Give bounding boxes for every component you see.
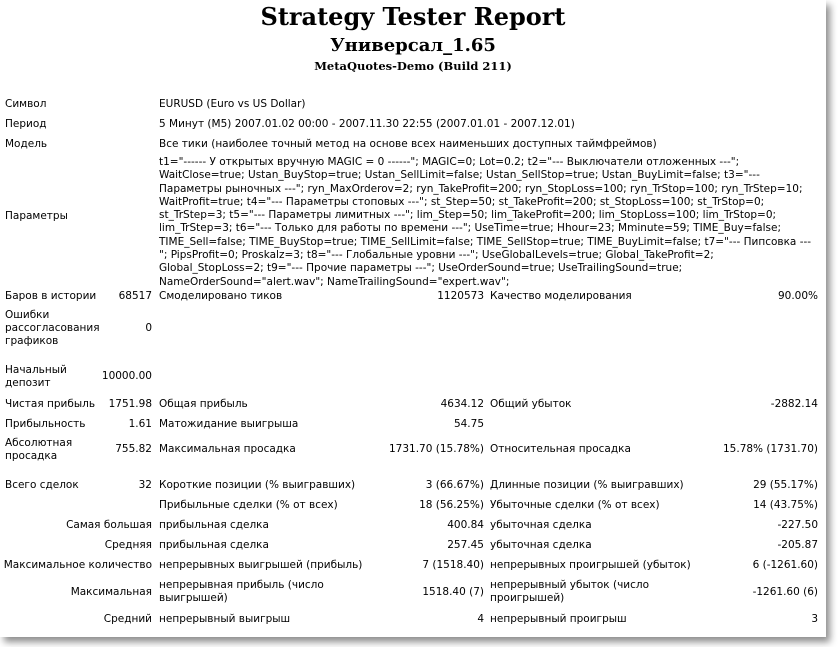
net-profit-value: 1751.98 xyxy=(108,398,152,410)
rel-drawdown-value: 15.78% (1731.70) xyxy=(723,443,818,455)
profit-trades-label: Прибыльные сделки (% от всех) xyxy=(159,499,338,511)
largest-profit-value: 400.84 xyxy=(447,519,484,531)
average-profit-value: 257.45 xyxy=(447,539,484,551)
max-drawdown-label: Максимальная просадка xyxy=(159,443,296,455)
expected-payoff-value: 54.75 xyxy=(453,418,484,430)
maximal-label: Максимальная xyxy=(70,586,152,598)
gross-profit-label: Общая прибыль xyxy=(159,398,248,410)
params-label: Параметры xyxy=(5,210,68,222)
expected-payoff-label: Матожидание выигрыша xyxy=(159,418,299,430)
max-consec-losses-label: непрерывных проигрышей (убыток) xyxy=(490,559,691,571)
symbol-label: Символ xyxy=(5,98,47,110)
maximal-loss-value: -1261.60 (6) xyxy=(752,586,818,598)
max-consec-wins-label: непрерывных выигрышей (прибыль) xyxy=(159,559,363,571)
server-build: MetaQuotes-Demo (Build 211) xyxy=(314,59,512,73)
largest-loss-label: убыточная сделка xyxy=(490,519,592,531)
average-loss-value: -205.87 xyxy=(777,539,818,551)
mismatch-label-1: Ошибки xyxy=(5,309,50,321)
gross-profit-value: 4634.12 xyxy=(440,398,484,410)
gross-loss-label: Общий убыток xyxy=(490,398,572,410)
expert-name: Универсал_1.65 xyxy=(330,35,496,56)
total-trades-value: 32 xyxy=(138,479,152,491)
largest-label: Самая большая xyxy=(66,519,152,531)
maximal-loss-label-1: непрерывный убыток (число xyxy=(490,579,650,591)
quality-label: Качество моделирования xyxy=(490,290,632,302)
model-label: Модель xyxy=(5,138,48,150)
long-positions-value: 29 (55.17%) xyxy=(753,479,818,491)
maximal-profit-label-1: непрерывная прибыль (число xyxy=(159,579,324,591)
avg-consec-wins-label: непрерывный выигрыш xyxy=(159,613,291,625)
avg-consec-losses-value: 3 xyxy=(811,613,818,625)
deposit-label-1: Начальный xyxy=(5,364,67,376)
total-trades-label: Всего сделок xyxy=(5,479,79,491)
model-value: Все тики (наиболее точный метод на основе всех наименьших доступных таймфреймов) xyxy=(159,138,657,150)
profit-factor-value: 1.61 xyxy=(128,418,152,430)
abs-drawdown-value: 755.82 xyxy=(115,443,152,455)
maximal-profit-value: 1518.40 (7) xyxy=(422,586,484,598)
quality-value: 90.00% xyxy=(777,290,818,302)
gross-loss-value: -2882.14 xyxy=(770,398,818,410)
net-profit-label: Чистая прибыль xyxy=(5,398,96,410)
average-loss-label: убыточная сделка xyxy=(490,539,592,551)
avg-consec-wins-value: 4 xyxy=(477,613,484,625)
maximal-loss-label-2: проигрышей) xyxy=(490,592,565,604)
period-value: 5 Минут (M5) 2007.01.02 00:00 - 2007.11.30 22:55 (2007.01.01 - 2007.12.01) xyxy=(159,118,575,130)
maximal-profit-label-2: выигрышей) xyxy=(159,592,228,604)
loss-trades-label: Убыточные сделки (% от всех) xyxy=(490,499,660,511)
largest-loss-value: -227.50 xyxy=(777,519,818,531)
long-positions-label: Длинные позиции (% выигравших) xyxy=(490,479,684,491)
ticks-value: 1120573 xyxy=(437,290,484,302)
bars-label: Баров в истории xyxy=(5,290,97,302)
mismatch-label-3: графиков xyxy=(5,335,59,347)
short-positions-value: 3 (66.67%) xyxy=(425,479,484,491)
symbol-value: EURUSD (Euro vs US Dollar) xyxy=(159,98,306,110)
abs-drawdown-label-1: Абсолютная xyxy=(5,437,73,449)
params-value: t1="------ У открытых вручную MAGIC = 0 ------"; MAGIC=0; Lot=0.2; t2="--- Выключатели отложенных ---"; WaitClose=true; Ustan_BuyStop=true; Ustan_SellLimit=false; Ustan_SellStop=true; Ustan_BuyLimit=false; t3="--- Параметры рыночных ---"; ryn_MaxOrderov=2; ryn_TakeProfit=200; ryn_StopLoss=100; ryn_TrStop=100; ryn_TrStep=10; WaitProfit=true; t4="--- Параметры стоповых ---"; st_Step=50; st_TakeProfit=200; st_StopLoss=100; st_TrStop=0; st_TrStep=3; t5="--- Параметры лимитных ---"; lim_Step=50; lim_TakeProfit=200; lim_StopLoss=100; lim_TrStop=0; lim_TrStep=3; t6="--- Только для работы по времени ---"; UseTime=true; Hhour=23; Mminute=59; TIME_Buy=false; TIME_Sell=false; TIME_BuyStop=true; TIME_SellLimit=false; TIME_SellStop=true; TIME_BuyLimit=false; t7="--- Пипсовка ---"; PipsProfit=0; Proskalz=3; t8="--- Глобальные уровни ---"; UseGlobalLevels=true; Global_TakeProfit=2; Global_StopLoss=2; t9="--- Прочие параметры ---"; UseOrderSound=true; UseTrailingSound=true; NameOrderSound="alert.wav"; NameTrailingSound="expert.wav"; xyxy=(159,156,812,288)
abs-drawdown-label-2: просадка xyxy=(5,450,58,462)
deposit-value: 10000.00 xyxy=(101,370,152,382)
profit-trades-value: 18 (56.25%) xyxy=(419,499,484,511)
profit-factor-label: Прибыльность xyxy=(5,418,86,430)
max-drawdown-value: 1731.70 (15.78%) xyxy=(389,443,484,455)
deposit-label-2: депозит xyxy=(5,377,51,389)
largest-profit-label: прибыльная сделка xyxy=(159,519,269,531)
average-label: Средняя xyxy=(104,539,152,551)
max-count-label: Максимальное количество xyxy=(3,559,152,571)
avg-consec-losses-label: непрерывный проигрыш xyxy=(490,613,627,625)
average-profit-label: прибыльная сделка xyxy=(159,539,269,551)
bars-value: 68517 xyxy=(118,290,152,302)
short-positions-label: Короткие позиции (% выигравших) xyxy=(159,479,356,491)
mismatch-value: 0 xyxy=(145,322,152,334)
loss-trades-value: 14 (43.75%) xyxy=(753,499,818,511)
rel-drawdown-label: Относительная просадка xyxy=(490,443,631,455)
mismatch-label-2: рассогласования xyxy=(5,322,100,334)
ticks-label: Смоделировано тиков xyxy=(159,290,283,302)
avg-consec-label: Средний xyxy=(103,613,152,625)
report-title: Strategy Tester Report xyxy=(260,2,566,31)
max-consec-losses-value: 6 (-1261.60) xyxy=(752,559,818,571)
period-label: Период xyxy=(5,118,47,130)
max-consec-wins-value: 7 (1518.40) xyxy=(422,559,484,571)
